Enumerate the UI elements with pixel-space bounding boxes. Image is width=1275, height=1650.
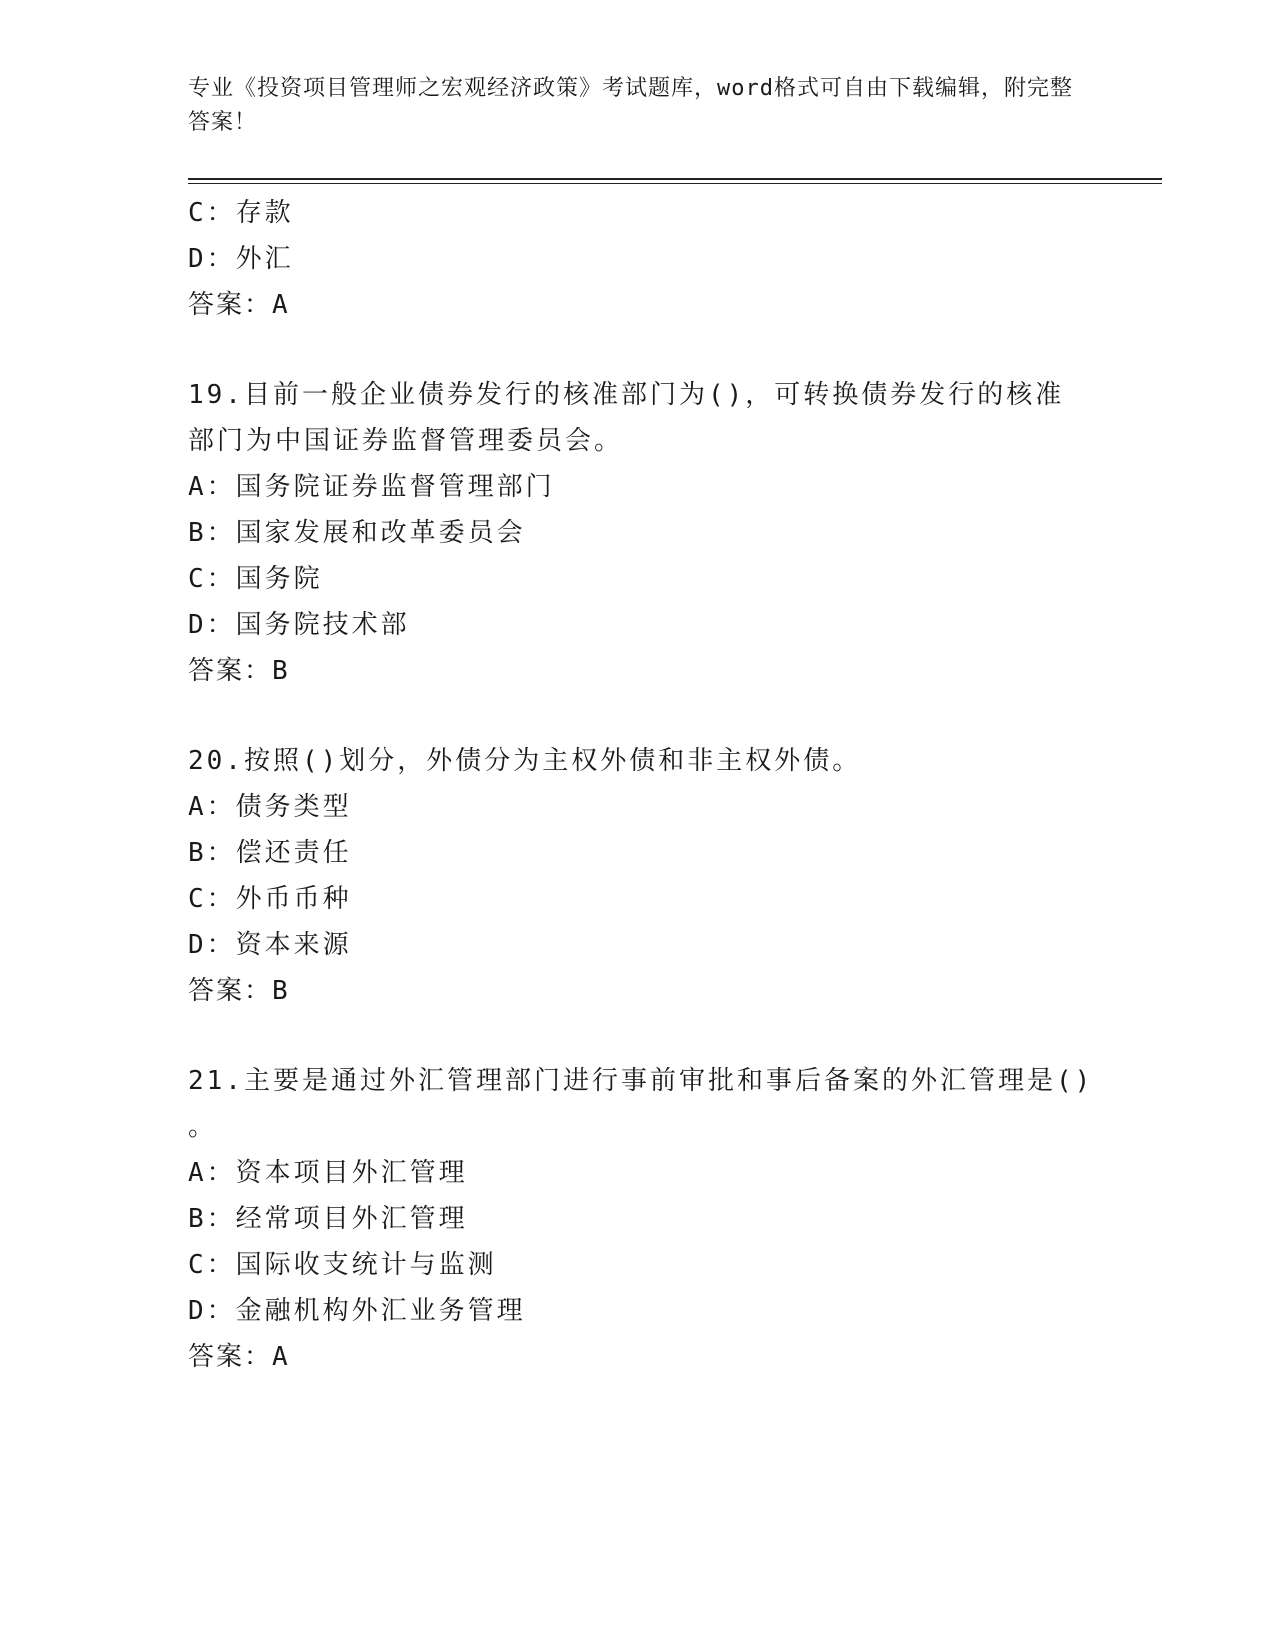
spacer — [188, 328, 1088, 372]
spacer — [188, 1014, 1088, 1058]
question-21-answer: 答案：A — [188, 1342, 290, 1372]
question-20-option-a: A：债务类型 — [188, 792, 352, 822]
question-20-stem: 20.按照()划分，外债分为主权外债和非主权外债。 — [188, 746, 862, 776]
question-21-option-d: D：金融机构外汇业务管理 — [188, 1296, 526, 1326]
option-d: D：外汇 — [188, 244, 294, 274]
question-19-answer: 答案：B — [188, 656, 290, 686]
spacer — [188, 694, 1088, 738]
question-21-option-a: A：资本项目外汇管理 — [188, 1158, 468, 1188]
question-21-option-b: B：经常项目外汇管理 — [188, 1204, 468, 1234]
question-20-option-b: B：偿还责任 — [188, 838, 352, 868]
question-19-option-c: C：国务院 — [188, 564, 323, 594]
page-header — [188, 72, 1088, 140]
question-19-option-d: D：国务院技术部 — [188, 610, 410, 640]
question-content — [188, 190, 1094, 1380]
question-19-option-b: B：国家发展和改革委员会 — [188, 518, 526, 548]
header-rule-thin — [188, 183, 1162, 184]
question-20-option-c: C：外币币种 — [188, 884, 352, 914]
question-21-stem-tail: 。 — [188, 1112, 218, 1142]
question-21-option-c: C：国际收支统计与监测 — [188, 1250, 497, 1280]
question-19-stem: 19.目前一般企业债券发行的核准部门为()，可转换债券发行的核准部门为中国证券监督管理委员会。 — [188, 380, 1065, 456]
question-21-stem: 21.主要是通过外汇管理部门进行事前审批和事后备案的外汇管理是() — [188, 1066, 1094, 1096]
header-text: 专业《投资项目管理师之宏观经济政策》考试题库，word格式可自由下载编辑，附完整答案！ — [188, 76, 1073, 135]
question-20-option-d: D：资本来源 — [188, 930, 352, 960]
option-c: C：存款 — [188, 198, 294, 228]
header-rule-thick — [188, 178, 1162, 180]
question-20-answer: 答案：B — [188, 976, 290, 1006]
answer-line: 答案：A — [188, 290, 290, 320]
question-19-option-a: A：国务院证券监督管理部门 — [188, 472, 555, 502]
